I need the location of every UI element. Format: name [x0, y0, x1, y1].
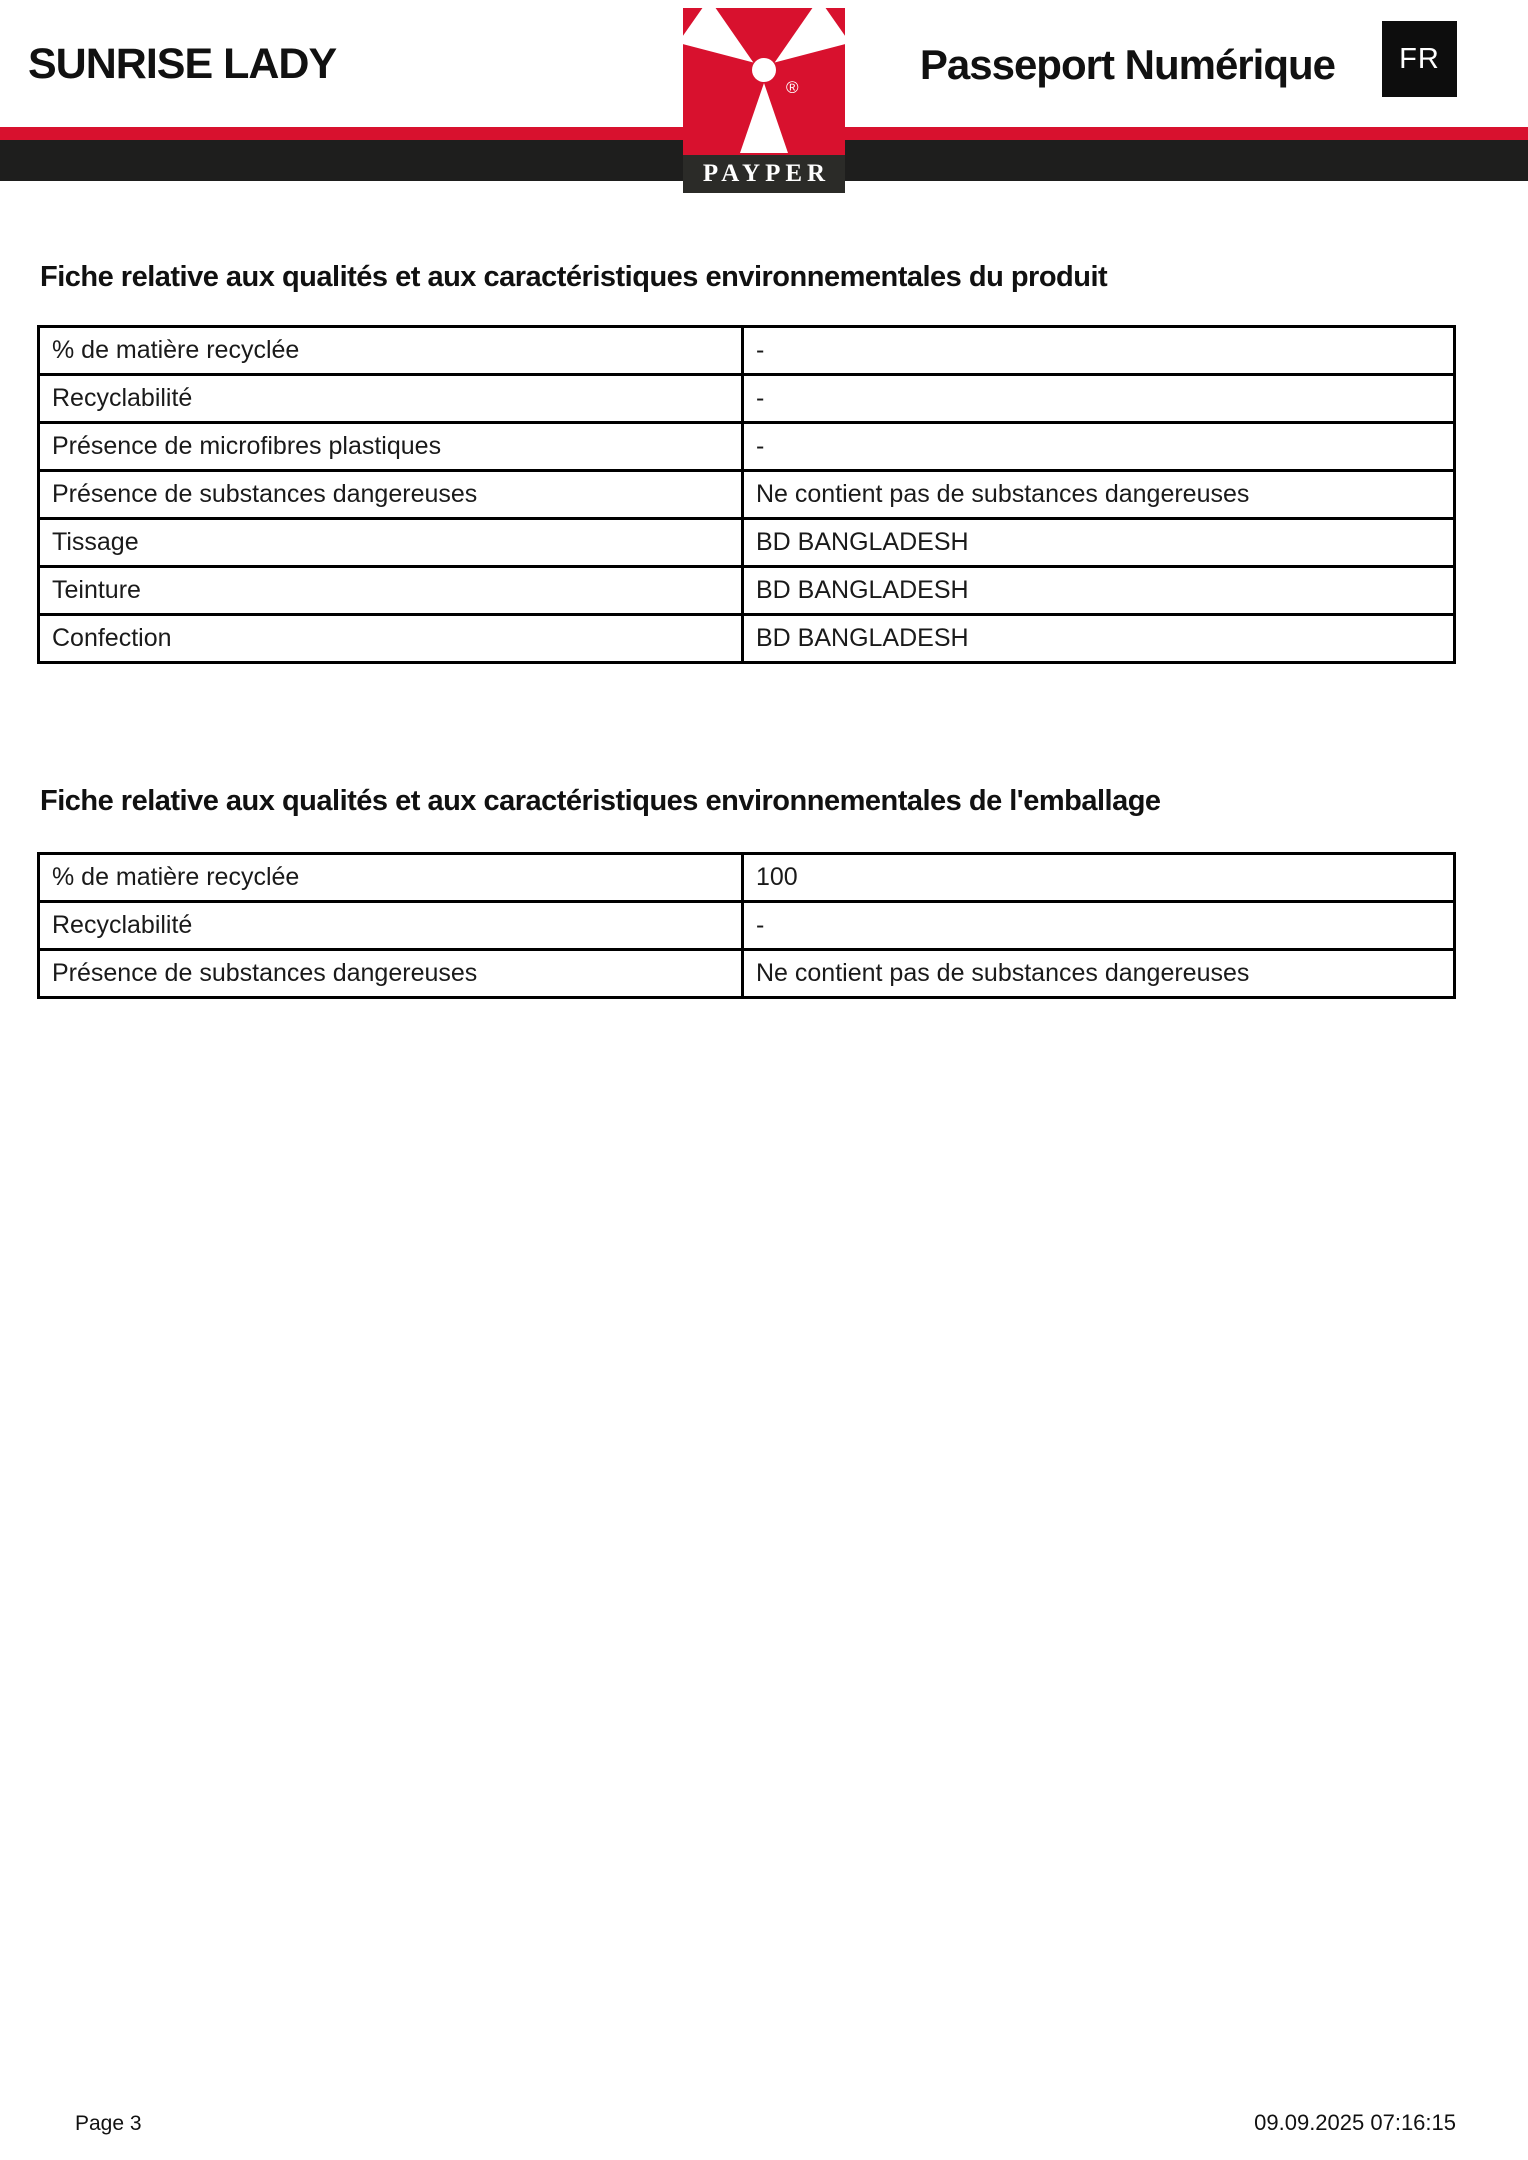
table-row [40, 424, 1453, 472]
row-value: Ne contient pas de substances dangereuses [756, 480, 1250, 508]
row-value: Ne contient pas de substances dangereuses [756, 959, 1250, 987]
product-environment-table [37, 325, 1456, 664]
table-row [40, 376, 1453, 424]
table-row [40, 903, 1453, 951]
row-value: BD BANGLADESH [756, 528, 969, 556]
document-title: Passeport Numérique [919, 41, 1335, 88]
row-label: Confection [40, 616, 744, 661]
generation-timestamp: 09.09.2025 07:16:15 [1254, 2110, 1456, 2135]
row-value: - [756, 336, 765, 364]
row-value: - [756, 911, 765, 939]
row-value: BD BANGLADESH [756, 576, 969, 604]
language-badge-label: FR [1399, 42, 1440, 75]
product-name: SUNRISE LADY [28, 40, 337, 88]
table-row [40, 951, 1453, 996]
row-value: - [756, 384, 765, 412]
page-number: Page 3 [75, 2112, 142, 2135]
row-label: Présence de substances dangereuses [40, 951, 744, 996]
row-value: - [756, 432, 765, 460]
pinwheel-icon [683, 8, 845, 155]
language-badge [1382, 21, 1457, 97]
row-value: 100 [756, 863, 798, 891]
registered-mark: ® [786, 78, 799, 97]
section-title-product: Fiche relative aux qualités et aux caractéristiques environnementales du produit [40, 261, 1108, 293]
brand-wordmark-label: PAYPER [702, 160, 831, 187]
row-label: % de matière recyclée [40, 328, 744, 373]
table-row [40, 855, 1453, 903]
payper-logo-emblem [683, 8, 845, 155]
table-row [40, 472, 1453, 520]
row-label: % de matière recyclée [40, 855, 744, 900]
row-label: Présence de microfibres plastiques [40, 424, 744, 469]
row-label: Tissage [40, 520, 744, 565]
row-label: Présence de substances dangereuses [40, 472, 744, 517]
payper-logo [683, 8, 845, 193]
row-label: Recyclabilité [40, 903, 744, 948]
table-row [40, 568, 1453, 616]
row-value: BD BANGLADESH [756, 624, 969, 652]
section-title-packaging: Fiche relative aux qualités et aux caractéristiques environnementales de l'emballage [40, 785, 1161, 817]
table-row [40, 520, 1453, 568]
packaging-environment-table [37, 852, 1456, 999]
table-row [40, 328, 1453, 376]
row-label: Teinture [40, 568, 744, 613]
row-label: Recyclabilité [40, 376, 744, 421]
payper-logo-wordmark [683, 155, 845, 193]
table-row [40, 616, 1453, 661]
